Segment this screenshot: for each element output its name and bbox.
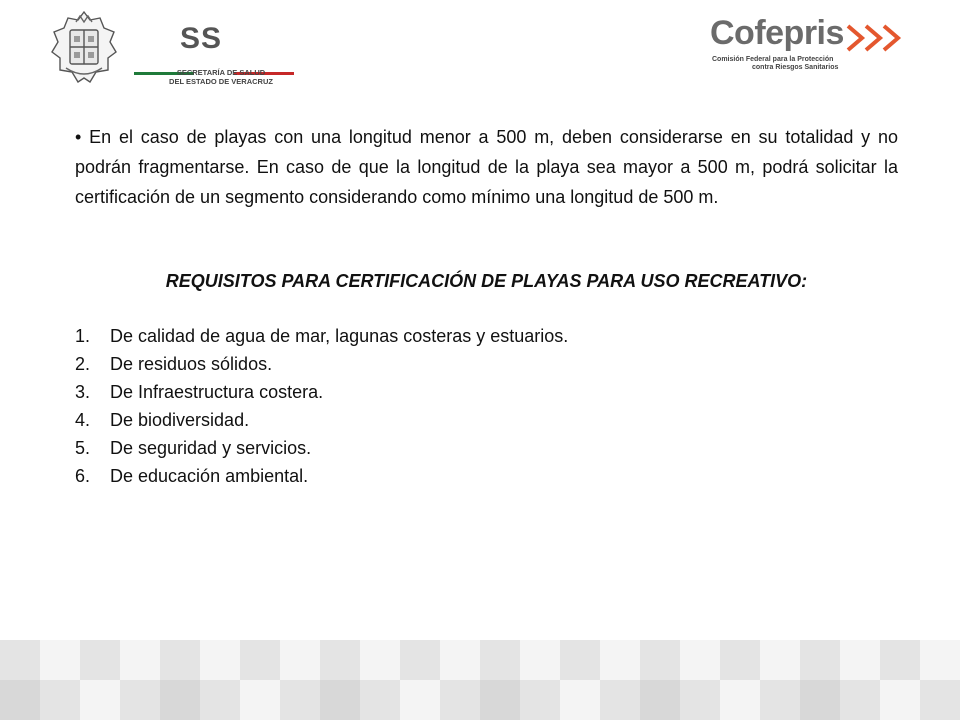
list-item xyxy=(75,406,898,434)
list-item xyxy=(75,434,898,462)
triple-chevron-icon xyxy=(844,20,910,56)
requirements-heading: REQUISITOS PARA CERTIFICACIÓN DE PLAYAS PARA USO RECREATIVO: xyxy=(165,271,808,291)
list-item-text: De Infraestructura costera. xyxy=(110,382,324,402)
list-item-number: 6. xyxy=(75,466,91,486)
list-item-text: De residuos sólidos. xyxy=(110,354,273,374)
intro-paragraph xyxy=(75,122,898,212)
ss-wordmark: SS xyxy=(180,22,223,55)
list-item-number: 1. xyxy=(75,326,91,346)
cofepris-wordmark: Cofepris xyxy=(710,14,844,52)
list-item xyxy=(75,378,898,406)
veracruz-coat-of-arms-icon xyxy=(46,8,122,88)
list-item-number: 2. xyxy=(75,354,91,374)
list-item-text: De educación ambiental. xyxy=(110,466,309,486)
list-item-text: De calidad de agua de mar, lagunas costeras y estuarios. xyxy=(110,326,569,346)
list-item xyxy=(75,322,898,350)
bullet: • xyxy=(75,127,82,147)
cofepris-logo xyxy=(708,14,918,94)
cofepris-subtitle xyxy=(712,56,912,72)
ss-subtitle-line1: SECRETARÍA DE SALUD xyxy=(176,68,266,77)
ss-subtitle-line2: DEL ESTADO DE VERACRUZ xyxy=(169,77,273,86)
footer-checker-pattern xyxy=(0,640,960,720)
list-item xyxy=(75,350,898,378)
list-item-number: 4. xyxy=(75,410,91,430)
list-item-number: 3. xyxy=(75,382,91,402)
cofepris-subtitle-line2: contra Riesgos Sanitarios xyxy=(752,64,839,71)
secretaria-salud-logo xyxy=(46,8,286,88)
ss-subtitle xyxy=(156,68,286,86)
ss-mark xyxy=(134,22,294,88)
requirements-list xyxy=(75,322,898,490)
list-item-text: De seguridad y servicios. xyxy=(110,438,312,458)
cofepris-subtitle-line1: Comisión Federal para la Protección xyxy=(712,56,834,63)
list-item-number: 5. xyxy=(75,438,91,458)
intro-paragraph-text: En el caso de playas con una longitud menor a 500 m, deben considerarse en su totalidad y no podrán fragmentarse. En caso de que la longitud de la playa sea mayor a 500 m, podrá solicitar la certificación de un segmento considerando como mínimo una longitud de 500 m. xyxy=(75,127,898,207)
ss-tricolor-rule xyxy=(134,62,294,65)
list-item-text: De biodiversidad. xyxy=(110,410,250,430)
list-item xyxy=(75,462,898,490)
